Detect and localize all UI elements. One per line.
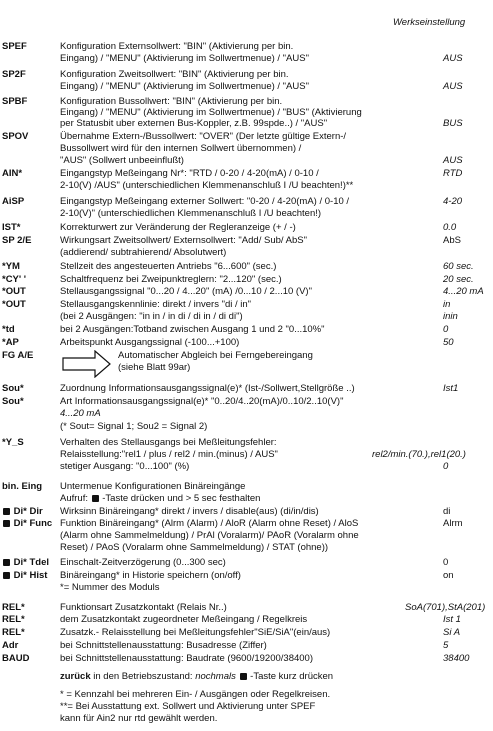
- param-code: REL*: [2, 602, 25, 613]
- param-description: Art Informationsausgangssignal(e)* "0..20/4..20(mA)/0..10/2..10(V)": [60, 396, 344, 407]
- footnote: * = Kennzahl bei mehreren Ein- / Ausgängen oder Regelkreisen.: [60, 689, 331, 700]
- param-description: Arbeitspunkt Ausgangssignal (-100...+100): [60, 337, 240, 348]
- param-description: per Statusbit uber externen Bus-Koppler, z.B. 99spde..) / "AUS": [60, 118, 328, 129]
- default-value: RTD: [443, 168, 463, 179]
- section-title-bin-eing: bin. Eing: [2, 481, 43, 492]
- param-code: *AP: [2, 337, 19, 348]
- param-code: *OUT: [2, 286, 26, 297]
- param-description: Binäreingang* in Historie speichern (on/off): [60, 570, 241, 581]
- param-description: bei Schnittstellenausstattung: Busadresse (Ziffer): [60, 640, 267, 651]
- param-description: (Alarm ohne Sammelmeldung) / PrAl (Voralarm)/ PAoR (Voralarm ohne: [60, 530, 359, 541]
- default-value: rel2/min.(70.),rel1(20.): [372, 449, 466, 460]
- param-code: Di* Func: [2, 518, 52, 530]
- param-description: 2-10(V) /AUS" (unterschiedlichen Klemmenanschluß I /U beachten!)**: [60, 180, 354, 191]
- arrow-right-icon: [62, 350, 112, 378]
- default-value: 4-20: [443, 196, 463, 207]
- default-value: in: [443, 299, 451, 310]
- key-icon: [3, 559, 10, 566]
- key-icon: [3, 508, 10, 515]
- param-description: Funktionsart Zusatzkontakt (Relais Nr..): [60, 602, 227, 613]
- param-description: Zusatzk.- Relaisstellung bei Meßleitungsfehler"SiE/SiA"(ein/aus): [60, 627, 331, 638]
- default-value: 0: [443, 461, 449, 472]
- default-value: 0: [443, 324, 449, 335]
- default-value: 38400: [443, 653, 470, 664]
- param-code: REL*: [2, 614, 25, 625]
- param-code: SPEF: [2, 41, 27, 52]
- param-description: Zuordnung Informationsausgangssignal(e)* (Ist-/Sollwert,Stellgröße ..): [60, 383, 355, 394]
- back-label: zurück: [60, 671, 91, 682]
- default-value: Ist 1: [443, 614, 461, 625]
- param-code: *td: [2, 324, 15, 335]
- default-value: Si A: [443, 627, 461, 638]
- column-header-werkseinstellung: Werkseinstellung: [393, 17, 466, 28]
- param-description: Einschalt-Zeitverzögerung (0...300 sec): [60, 557, 226, 568]
- aufruf-instruction: -Taste drücken und > 5 sec festhalten: [99, 493, 261, 504]
- default-value: SoA(701),StA(201): [405, 602, 486, 613]
- param-description: dem Zusatzkontakt zugeordneter Meßeingang / Regelkreis: [60, 614, 308, 625]
- param-description: Relaisstellung:"rel1 / plus / rel2 / min.(minus) / AUS": [60, 449, 278, 460]
- param-description: 2-10(V)" (unterschiedlichen Klemmenanschluß I /U beachten!): [60, 208, 322, 219]
- default-value: 60 sec.: [443, 261, 474, 272]
- param-description: Funktion Binäreingang* (Alrm (Alarm) / AloR (Alarm ohne Reset) / AloS: [60, 518, 359, 529]
- key-icon: [3, 572, 10, 579]
- default-value: AUS: [443, 155, 463, 166]
- param-code: *OUT: [2, 299, 26, 310]
- key-icon: [92, 495, 99, 502]
- param-description: "AUS" (Sollwert unbeeinflußt): [60, 155, 184, 166]
- param-description: Bussollwert wird für den internen Sollwert übernommen) /: [60, 143, 302, 154]
- default-value: on: [443, 570, 454, 581]
- param-code: SP2F: [2, 69, 26, 80]
- param-description: bei Schnittstellenausstattung: Baudrate (9600/19200/38400): [60, 653, 313, 664]
- param-code: Sou*: [2, 383, 24, 394]
- param-description: Eingang) / "MENU" (Aktivierung im Sollwertmenue) / "AUS": [60, 53, 309, 64]
- param-code: BAUD: [2, 653, 30, 664]
- default-value: Alrm: [443, 518, 463, 529]
- param-code: SP 2/E: [2, 235, 32, 246]
- param-code: SPOV: [2, 131, 29, 142]
- param-description: Konfiguration Zweitsollwert: "BIN" (Aktivierung per bin.: [60, 69, 289, 80]
- default-value: 5: [443, 640, 449, 651]
- key-icon: [3, 520, 10, 527]
- param-description: Eingang) / "MENU" (Aktivierung im Sollwertmenue) / "AUS": [60, 81, 309, 92]
- footnote: **= Bei Ausstattung ext. Sollwert und Aktivierung unter SPEF: [60, 701, 316, 712]
- param-description: (addierend/ subtrahierend/ Absolutwert): [60, 247, 227, 258]
- default-value: 50: [443, 337, 454, 348]
- param-code: *CY' ': [2, 274, 27, 285]
- default-value: AUS: [443, 53, 463, 64]
- param-code: Di* Hist: [2, 570, 47, 582]
- param-code: *Y_S: [2, 437, 24, 448]
- param-description: Untermenue Konfigurationen Binäreingänge: [60, 481, 246, 492]
- param-code: Di* Dir: [2, 506, 43, 518]
- param-description: Schaltfrequenz bei Zweipunktreglern: "2...120" (sec.): [60, 274, 282, 285]
- default-value: 4...20 mA: [60, 408, 101, 419]
- default-value: 0: [443, 557, 449, 568]
- param-description: Eingang) / "MENU" (Aktivierung im Sollwertmenue) / "BUS" (Aktivierung: [60, 107, 362, 118]
- default-value: BUS: [443, 118, 463, 129]
- default-value: AUS: [443, 81, 463, 92]
- param-description: stetiger Ausgang: "0...100" (%): [60, 461, 190, 472]
- param-description: Wirksinn Binäreingang* direkt / invers / disable(aus) (di/in/dis): [60, 506, 319, 517]
- param-code: Adr: [2, 640, 19, 651]
- param-description: Automatischer Abgleich bei Ferngebereingang: [118, 350, 313, 361]
- param-description: (* Sout= Signal 1; Sou2 = Signal 2): [60, 421, 208, 432]
- default-value: di: [443, 506, 451, 517]
- param-description: Konfiguration Bussollwert: "BIN" (Aktivierung per bin.: [60, 96, 283, 107]
- param-code: AiSP: [2, 196, 25, 207]
- param-description: Stellzeit des angesteuerten Antriebs "6...600" (sec.): [60, 261, 277, 272]
- footnote: kann für Ain2 nur rtd gewählt werden.: [60, 713, 218, 724]
- param-description: Korrekturwert zur Veränderung der Regleranzeige (+ / -): [60, 222, 296, 233]
- param-code: *YM: [2, 261, 20, 272]
- param-code: IST*: [2, 222, 21, 233]
- param-description: Wirkungsart Zweitsollwert/ Externsollwert: "Add/ Sub/ AbS": [60, 235, 307, 246]
- default-value: Ist1: [443, 383, 459, 394]
- param-description: Konfiguration Externsollwert: "BIN" (Aktivierung per bin.: [60, 41, 294, 52]
- param-description: *= Nummer des Moduls: [60, 582, 160, 593]
- key-icon: [240, 673, 247, 680]
- param-code: Sou*: [2, 396, 24, 407]
- aufruf-label: Aufruf:: [60, 493, 91, 504]
- param-description: (bei 2 Ausgängen: "in in / in di / di in / di di"): [60, 311, 243, 322]
- param-code: FG A/E: [2, 350, 34, 361]
- param-code: REL*: [2, 627, 25, 638]
- param-code: AIN*: [2, 168, 23, 179]
- back-instruction: zurück in den Betriebszustand: nochmals -Taste kurz drücken: [60, 671, 334, 682]
- default-value: AbS: [443, 235, 461, 246]
- param-description: Übernahme Extern-/Bussollwert: "OVER" (Der letzte gültige Extern-/: [60, 131, 347, 142]
- param-description: bei 2 Ausgängen:Totband zwischen Ausgang 1 und 2 "0...10%": [60, 324, 325, 335]
- param-description: Reset) / PAoS (Voralarm ohne Sammelmeldung) / STAT (ohne)): [60, 542, 329, 553]
- param-description: Stellausgangssignal "0...20 / 4...20" (mA) /0...10 / 2...10 (V)": [60, 286, 312, 297]
- param-description: Stellausgangskennlinie: direkt / invers "di / in": [60, 299, 252, 310]
- param-description: (siehe Blatt 99ar): [118, 362, 191, 373]
- param-description: [60, 493, 260, 505]
- param-code: Di* Tdel: [2, 557, 49, 569]
- param-code: SPBF: [2, 96, 28, 107]
- default-value: 20 sec.: [443, 274, 474, 285]
- param-description: Eingangstyp Meßeingang Nr*: "RTD / 0-20 / 4-20(mA) / 0-10 /: [60, 168, 319, 179]
- default-value: inin: [443, 311, 458, 322]
- default-value: 4...20 mA: [443, 286, 484, 297]
- param-description: Verhalten des Stellausgangs bei Meßleitungsfehler:: [60, 437, 277, 448]
- param-description: Eingangstyp Meßeingang externer Sollwert: "0-20 / 4-20(mA) / 0-10 /: [60, 196, 350, 207]
- default-value: 0.0: [443, 222, 457, 233]
